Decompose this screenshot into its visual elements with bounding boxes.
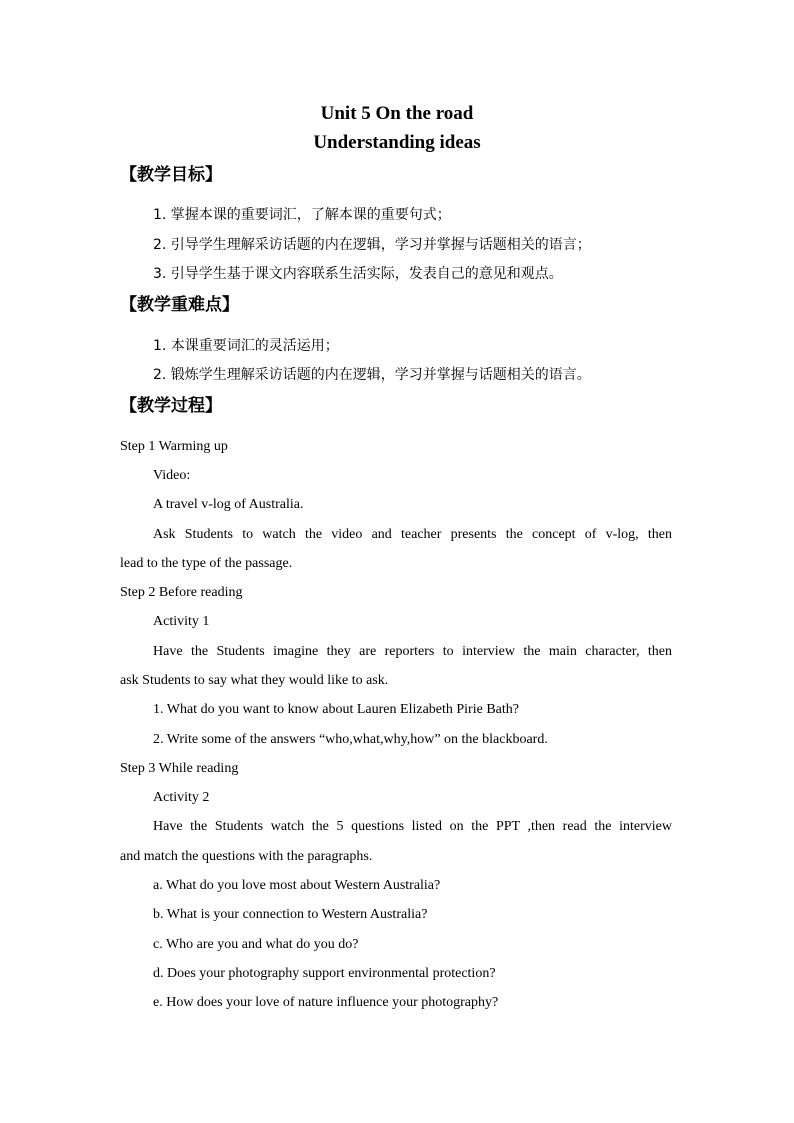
step3-title: Step 3 While reading [120, 761, 239, 776]
objectives-heading: 【教学目标】 [120, 165, 222, 185]
step2-question: 2. Write some of the answers “who,what,why,how” on the blackboard. [153, 732, 548, 747]
key-points-heading: 【教学重难点】 [120, 295, 239, 315]
step2-paragraph-line: ask Students to say what they would like to ask. [120, 673, 389, 688]
step3-paragraph-line: Have the Students watch the 5 questions listed on the PPT ,then read the interview [153, 819, 672, 834]
step3-question-item: e. How does your love of nature influence your photography? [153, 995, 499, 1010]
step1-video-desc: A travel v-log of Australia. [153, 497, 304, 512]
lesson-subtitle: Understanding ideas [313, 132, 481, 153]
step1-paragraph-line: Ask Students to watch the video and teacher presents the concept of v-log, then [153, 527, 672, 542]
step2-activity-label: Activity 1 [153, 614, 210, 629]
step2-title: Step 2 Before reading [120, 585, 243, 600]
objective-item: 1. 掌握本课的重要词汇，了解本课的重要句式； [153, 207, 451, 223]
step3-question-item: a. What do you love most about Western Australia? [153, 878, 441, 893]
step1-paragraph-line: lead to the type of the passage. [120, 556, 293, 571]
step1-video-label: Video: [153, 468, 191, 483]
step3-paragraph-line: and match the questions with the paragraphs. [120, 849, 373, 864]
step3-activity-label: Activity 2 [153, 790, 210, 805]
step1-title: Step 1 Warming up [120, 439, 228, 454]
objective-item: 3. 引导学生基于课文内容联系生活实际，发表自己的意见和观点。 [153, 266, 563, 282]
unit-title: Unit 5 On the road [320, 103, 474, 124]
objective-item: 2. 引导学生理解采访话题的内在逻辑，学习并掌握与话题相关的语言； [153, 237, 591, 253]
process-heading: 【教学过程】 [120, 396, 222, 416]
key-point-item: 2. 锻炼学生理解采访话题的内在逻辑，学习并掌握与话题相关的语言。 [153, 367, 591, 383]
key-point-item: 1. 本课重要词汇的灵活运用； [153, 338, 339, 354]
step2-question: 1. What do you want to know about Lauren Elizabeth Pirie Bath? [153, 702, 519, 717]
step2-paragraph-line: Have the Students imagine they are reporters to interview the main character, then [153, 644, 672, 659]
step3-question-item: d. Does your photography support environmental protection? [153, 966, 496, 981]
step3-question-item: b. What is your connection to Western Australia? [153, 907, 428, 922]
step3-question-item: c. Who are you and what do you do? [153, 937, 359, 952]
